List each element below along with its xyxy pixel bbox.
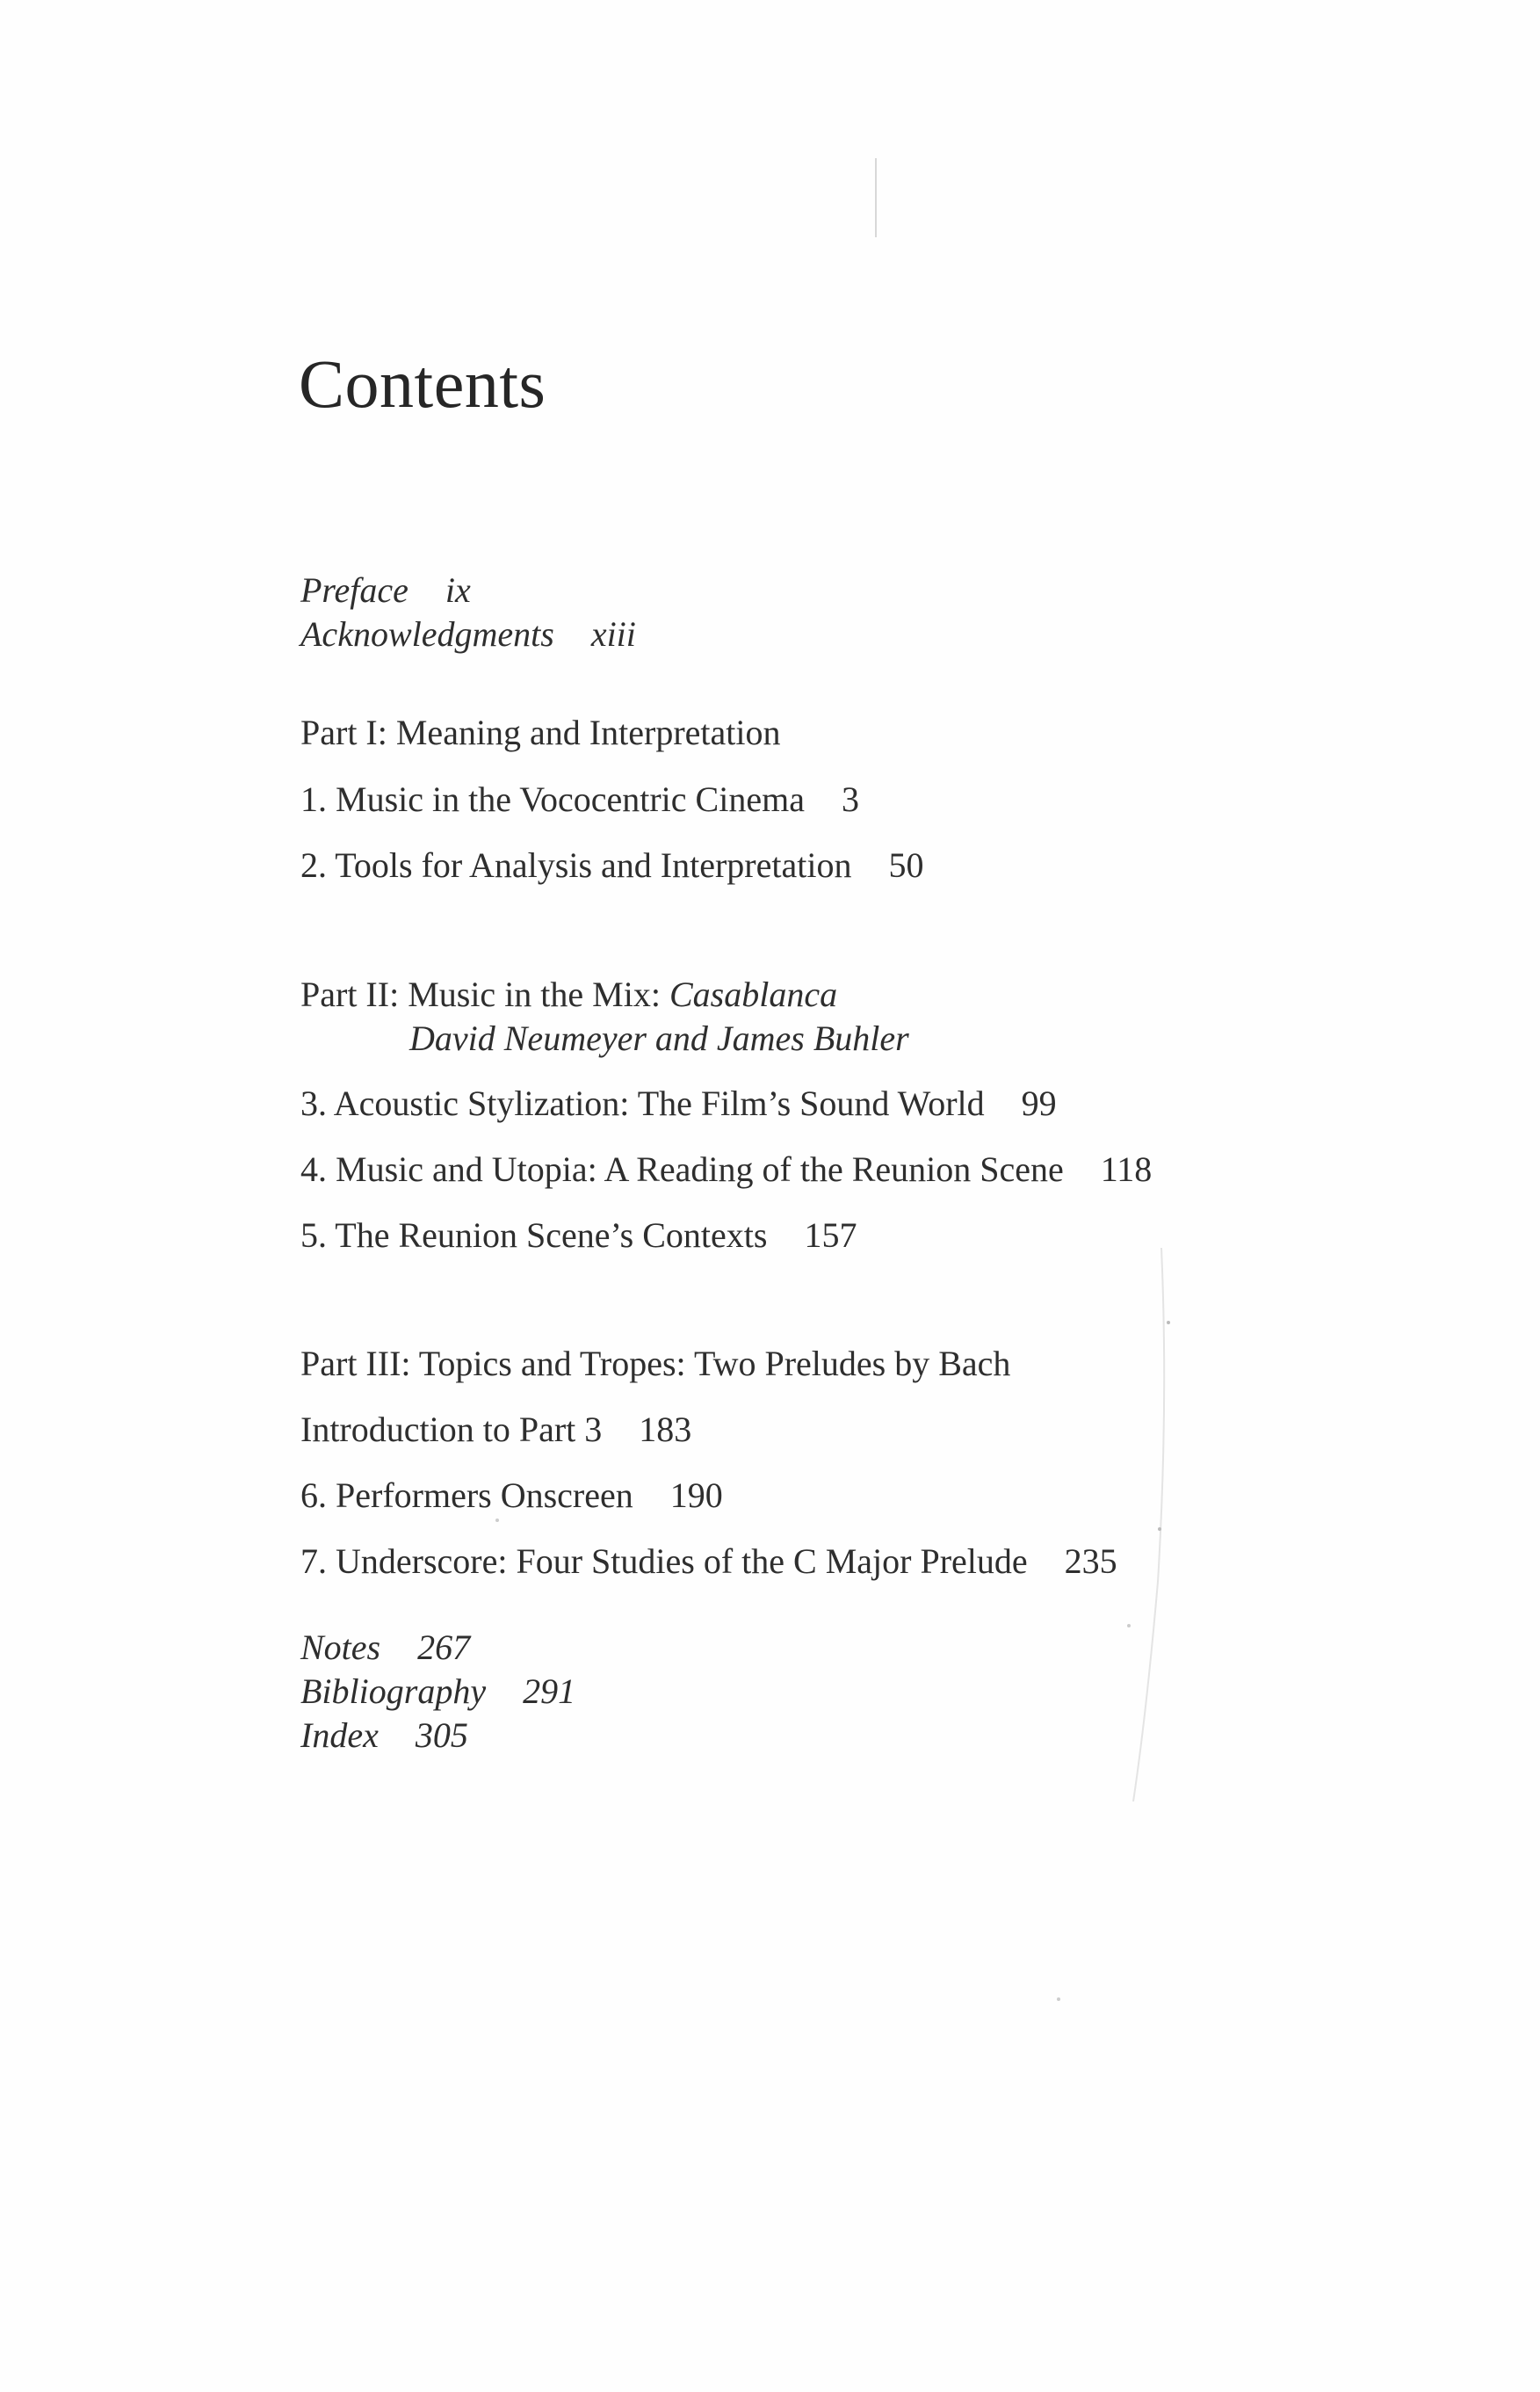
toc-entry-page: 157: [804, 1215, 857, 1255]
toc-entry-page: ix: [445, 570, 471, 610]
toc-entry-introduction-part-3: [300, 1412, 691, 1447]
toc-entry-label: Introduction to Part 3: [300, 1410, 603, 1449]
toc-entry-label: 7. Underscore: Four Studies of the C Major Prelude: [300, 1541, 1028, 1581]
toc-entry-label: Preface: [300, 570, 408, 610]
toc-entry-label: Acknowledgments: [300, 614, 554, 654]
toc-entry-chapter-5: [300, 1215, 857, 1255]
toc-entry-acknowledgments: [300, 614, 636, 654]
toc-entry-page: 3: [841, 779, 859, 819]
toc-entry-label: 3. Acoustic Stylization: The Film’s Sound World: [300, 1084, 985, 1123]
toc-entry-label: 4. Music and Utopia: A Reading of the Reunion Scene: [300, 1149, 1064, 1189]
part-byline: David Neumeyer and James Buhler: [409, 1018, 909, 1058]
toc-entry-label: 5. The Reunion Scene’s Contexts: [300, 1215, 768, 1255]
part-heading-prefix: Part II: Music in the Mix:: [300, 975, 669, 1014]
toc-entry-label: 2. Tools for Analysis and Interpretation: [300, 845, 852, 885]
toc-entry-chapter-1: [300, 779, 859, 819]
toc-entry-page: 118: [1100, 1149, 1153, 1189]
toc-entry-label: Index: [300, 1715, 379, 1755]
page-title: Contents: [299, 345, 546, 422]
toc-entry-chapter-2: [300, 845, 924, 885]
toc-entry-page: 50: [888, 845, 924, 885]
part-heading-1: Part I: Meaning and Interpretation: [300, 713, 781, 752]
toc-entry-index: [300, 1715, 468, 1755]
toc-entry-bibliography: [300, 1671, 576, 1711]
toc-entry-label: Bibliography: [300, 1671, 487, 1711]
toc-entry-chapter-4: [300, 1149, 1153, 1189]
toc-entry-label: Notes: [300, 1627, 381, 1667]
toc-entry-notes: [300, 1627, 471, 1667]
toc-entry-page: 305: [415, 1715, 468, 1755]
toc-entry-chapter-7: [300, 1541, 1117, 1581]
toc-entry-page: xiii: [590, 614, 636, 654]
toc-entry-preface: [300, 570, 471, 610]
part-heading-2: [300, 977, 837, 1012]
toc-entry-label: 1. Music in the Vococentric Cinema: [300, 779, 805, 819]
toc-entry-chapter-6: [300, 1475, 723, 1515]
toc-entry-page: 190: [669, 1475, 723, 1515]
part-heading-film-title: Casablanca: [669, 975, 838, 1014]
toc-entry-page: 267: [417, 1627, 471, 1667]
toc-entry-chapter-3: [300, 1086, 1057, 1121]
toc-entry-page: 291: [523, 1671, 576, 1711]
part-heading-3: Part III: Topics and Tropes: Two Preludes by Bach: [300, 1344, 1011, 1383]
toc-entry-page: 99: [1021, 1084, 1057, 1123]
toc-entry-page: 183: [639, 1410, 692, 1449]
toc-entry-page: 235: [1064, 1541, 1117, 1581]
toc-entry-label: 6. Performers Onscreen: [300, 1475, 633, 1515]
